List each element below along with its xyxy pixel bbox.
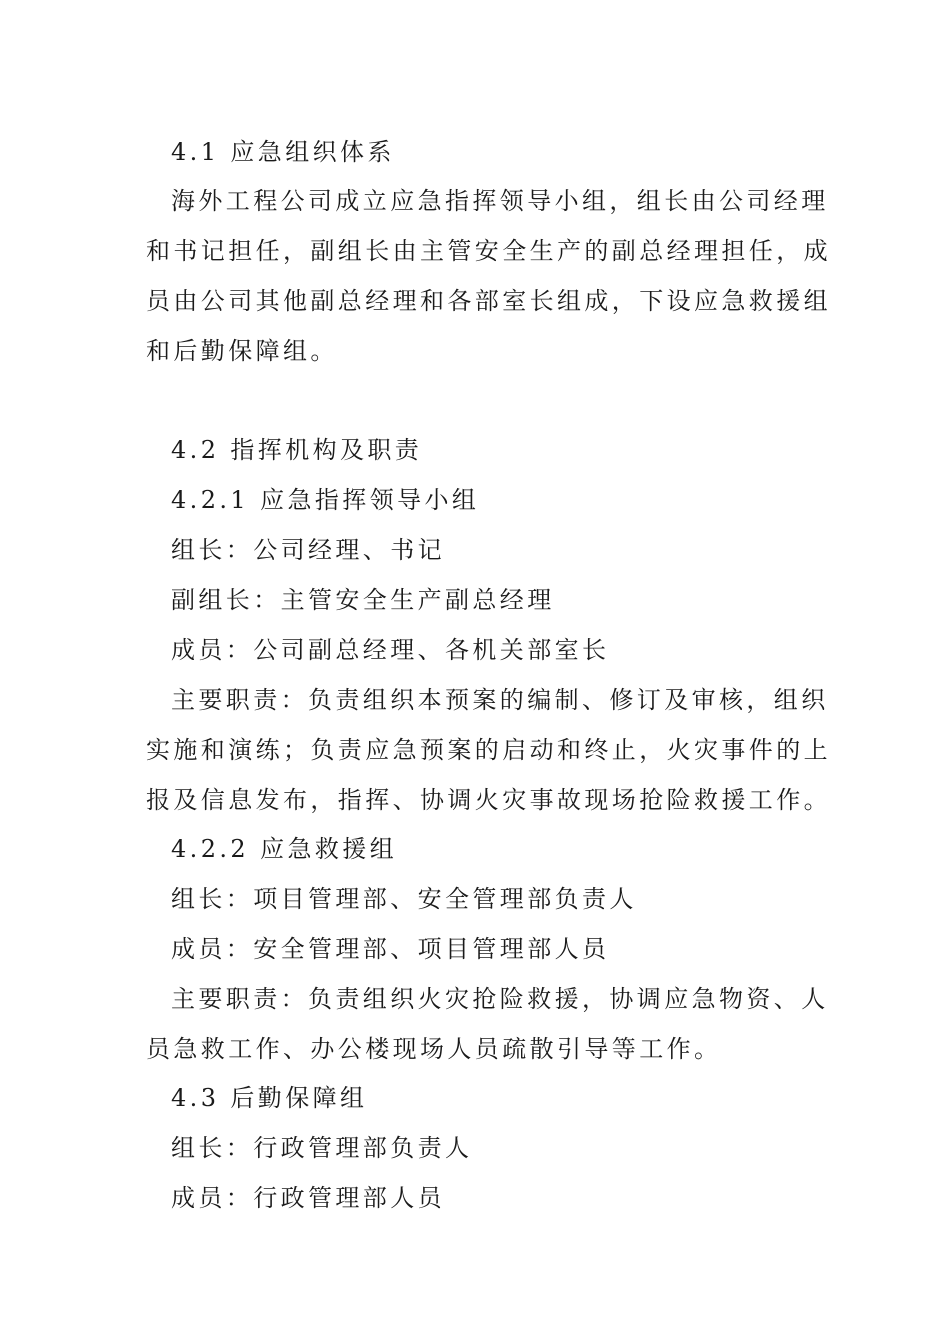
section-4-2-heading: 4.2 指挥机构及职责 xyxy=(171,436,423,464)
section-4-2-2-duties-line-1: 主要职责：负责组织火灾抢险救援，协调应急物资、人 xyxy=(171,985,829,1013)
section-4-3-heading: 4.3 后勤保障组 xyxy=(171,1084,368,1112)
section-4-2-1-duties-line-3: 报及信息发布，指挥、协调火灾事故现场抢险救援工作。 xyxy=(146,786,831,814)
section-4-2-1-duties-line-2: 实施和演练；负责应急预案的启动和终止，火灾事件的上 xyxy=(146,736,831,764)
section-4-2-1-duties-line-1: 主要职责：负责组织本预案的编制、修订及审核，组织 xyxy=(171,686,829,714)
section-4-1-paragraph-line-2: 和书记担任，副组长由主管安全生产的副总经理担任，成 xyxy=(146,237,831,265)
section-4-1-heading: 4.1 应急组织体系 xyxy=(171,138,395,166)
section-4-2-2-members: 成员：安全管理部、项目管理部人员 xyxy=(171,935,610,963)
section-4-2-2-leader: 组长：项目管理部、安全管理部负责人 xyxy=(171,885,637,913)
section-4-2-1-leader: 组长：公司经理、书记 xyxy=(171,536,445,564)
section-4-1-paragraph-line-3: 员由公司其他副总经理和各部室长组成，下设应急救援组 xyxy=(146,287,831,315)
section-4-1-paragraph-line-4: 和后勤保障组。 xyxy=(146,337,338,365)
section-4-2-1-members: 成员：公司副总经理、各机关部室长 xyxy=(171,636,610,664)
section-4-2-1-deputy: 副组长：主管安全生产副总经理 xyxy=(171,586,555,614)
section-4-2-1-heading: 4.2.1 应急指挥领导小组 xyxy=(171,486,480,514)
section-4-3-leader: 组长：行政管理部负责人 xyxy=(171,1134,473,1162)
section-4-3-members: 成员：行政管理部人员 xyxy=(171,1184,445,1212)
section-4-2-2-heading: 4.2.2 应急救援组 xyxy=(171,835,398,863)
section-4-2-2-duties-line-2: 员急救工作、办公楼现场人员疏散引导等工作。 xyxy=(146,1035,722,1063)
section-4-1-paragraph-line-1: 海外工程公司成立应急指挥领导小组，组长由公司经理 xyxy=(171,187,829,215)
